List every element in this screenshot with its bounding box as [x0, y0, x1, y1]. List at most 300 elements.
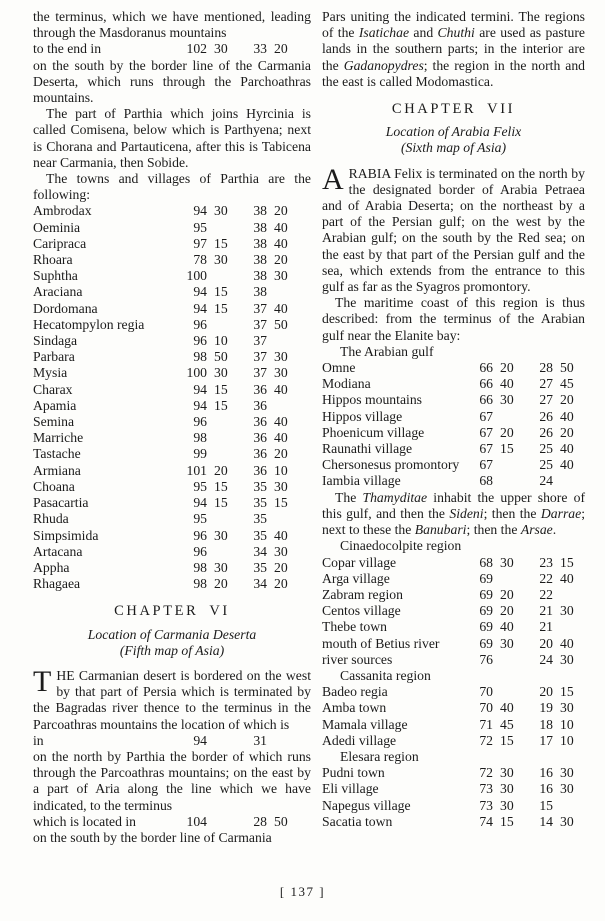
coord-value: 20: [539, 684, 553, 700]
coord-value: 18: [539, 716, 553, 732]
coord-value: 37: [253, 333, 267, 349]
place-row: [322, 555, 585, 571]
coord-value: 15: [500, 813, 514, 829]
coord-value: 40: [560, 457, 574, 473]
coord-value: 36: [253, 446, 267, 462]
coordinates: [177, 814, 294, 830]
coord-value: 50: [274, 813, 288, 829]
place-row: [322, 717, 585, 733]
coord-value: 40: [274, 381, 288, 397]
place-name: Raunathi village: [322, 441, 413, 457]
coord-value: [207, 414, 234, 430]
chapter-vi-subtitle: Location of Carmania Deserta: [87, 626, 257, 642]
italic-term: Isatichae: [358, 25, 410, 41]
coord-value: 22: [539, 570, 553, 586]
place-row: [33, 333, 311, 349]
coord-value: 94: [193, 732, 207, 748]
coord-value: 50: [214, 349, 228, 365]
coord-value: 100: [186, 365, 207, 381]
coord-value: 37: [253, 300, 267, 316]
coord-value: 40: [274, 235, 288, 251]
place-name: mouth of Betius river: [322, 635, 440, 651]
italic-term: Chuthi: [437, 25, 475, 41]
text-segment: The: [335, 489, 363, 505]
coord-value: [493, 457, 520, 473]
coordinates: [463, 700, 580, 716]
coordinates: [177, 398, 294, 414]
paragraph-terminus: the terminus, which we have mentioned, leading through the Masdoranus mountains: [33, 9, 311, 41]
coord-value: [207, 446, 234, 462]
coord-value: 15: [214, 381, 228, 397]
coord-value: 94: [193, 203, 207, 219]
coord-value: 45: [500, 716, 514, 732]
coord-value: 99: [193, 446, 207, 462]
place-row: [322, 798, 585, 814]
coordinates: [177, 236, 294, 252]
coord-value: 33: [253, 41, 267, 57]
coord-value: 95: [193, 478, 207, 494]
place-name: Chersonesus promontory: [322, 457, 460, 473]
coord-value: 15: [214, 235, 228, 251]
text-segment: .: [552, 522, 557, 538]
coordinate-line: [33, 733, 311, 749]
paragraph-parthia-districts: The part of Parthia which joins Hyrcinia is called Comisena, below which is Parthyena; next is Chorana and Partauticena, after this is Tabicena near Carmania, then Sobide.: [33, 106, 311, 170]
coord-value: 20: [274, 446, 288, 462]
coord-value: 36: [253, 430, 267, 446]
elesara-table: [322, 765, 585, 830]
coord-value: 27: [539, 392, 553, 408]
coord-value: 94: [193, 495, 207, 511]
coordinates: [177, 349, 294, 365]
parthia-towns-table: [33, 203, 311, 592]
coordinates: [177, 544, 294, 560]
place-row: [33, 560, 311, 576]
text-segment: ; then the: [483, 505, 541, 521]
coord-value: 30: [274, 349, 288, 365]
coord-value: 40: [500, 700, 514, 716]
coord-value: 30: [214, 41, 228, 57]
place-row: [33, 284, 311, 300]
coord-value: 20: [274, 559, 288, 575]
coord-value: 15: [214, 284, 228, 300]
coordinates: [463, 457, 580, 473]
coord-value: [267, 398, 294, 414]
paragraph-maritime-coast: The maritime coast of this region is thus described: from the terminus of the Arabian gulf near the Elanite bay:: [322, 295, 585, 343]
coord-value: 20: [500, 586, 514, 602]
coord-value: 28: [253, 813, 267, 829]
place-row: [33, 398, 311, 414]
chapter-vi-subtitle-block: [33, 627, 311, 659]
coord-value: 30: [500, 797, 514, 813]
coord-value: [493, 473, 520, 489]
coord-value: 45: [560, 376, 574, 392]
place-name: Zabram region: [322, 586, 403, 602]
coord-value: 25: [539, 457, 553, 473]
coord-value: 15: [214, 397, 228, 413]
coordinates: [177, 430, 294, 446]
place-name: Parbara: [33, 349, 75, 365]
place-name: Copar village: [322, 554, 397, 570]
coord-value: 38: [253, 252, 267, 268]
coord-value: 20: [539, 635, 553, 651]
coordinates: [463, 684, 580, 700]
coordinates: [177, 576, 294, 592]
chapter-vii-heading: CHAPTER VII: [391, 101, 516, 118]
text-segment: HE Carmanian desert is bordered on the west by that part of Persia which is terminated by the Bagradas river thence to the terminus in the Parcoathras mountains the location of which is: [33, 667, 311, 732]
place-name: river sources: [322, 651, 393, 667]
text-segment: ; next to these the: [322, 505, 586, 538]
coord-value: 40: [500, 619, 514, 635]
coord-value: 96: [193, 316, 207, 332]
coord-value: 30: [500, 635, 514, 651]
left-column: [33, 9, 311, 846]
paragraph-carmanian-desert: [33, 664, 311, 733]
coord-value: 102: [186, 41, 207, 57]
coord-value: 26: [539, 408, 553, 424]
coord-value: 15: [214, 300, 228, 316]
place-row: [322, 473, 585, 489]
paragraph-south-border: on the south by the border line of the Carmania Deserta, which runs through the Parchoathras mountains.: [33, 57, 311, 106]
coord-value: 40: [560, 570, 574, 586]
place-name: Simpsimida: [33, 527, 99, 543]
place-row: [33, 430, 311, 446]
coord-value: 71: [479, 716, 493, 732]
coord-value: 21: [539, 603, 553, 619]
coordinates: [177, 365, 294, 381]
coordinates: [177, 495, 294, 511]
coord-value: 10: [214, 333, 228, 349]
coord-value: [493, 684, 520, 700]
italic-term: Thamyditae: [362, 489, 428, 505]
coord-value: [553, 798, 580, 814]
coord-value: 40: [274, 430, 288, 446]
coordinates: [463, 425, 580, 441]
paragraph-pars-regions: [322, 9, 585, 90]
coord-value: 15: [274, 495, 288, 511]
place-row: [322, 652, 585, 668]
coord-value: 98: [193, 576, 207, 592]
coord-value: 37: [253, 349, 267, 365]
place-row: [33, 576, 311, 592]
place-row: [322, 700, 585, 716]
coord-value: [207, 220, 234, 236]
coord-value: 35: [253, 478, 267, 494]
coord-value: 20: [560, 424, 574, 440]
place-row: [322, 684, 585, 700]
coord-value: 16: [539, 781, 553, 797]
coord-value: 20: [214, 462, 228, 478]
coord-value: 40: [274, 527, 288, 543]
coord-value: 30: [560, 765, 574, 781]
place-name: Caripraca: [33, 235, 87, 251]
chapter-vii-subtitle: Location of Arabia Felix: [385, 124, 522, 140]
coord-value: 69: [479, 570, 493, 586]
coordinates: [177, 220, 294, 236]
coordinates: [463, 636, 580, 652]
coord-value: [553, 619, 580, 635]
italic-term: Gadanopydres: [343, 57, 424, 73]
coord-value: 68: [479, 554, 493, 570]
place-name: Pasacartia: [33, 495, 89, 511]
coord-value: [207, 268, 234, 284]
coord-value: 35: [253, 559, 267, 575]
coord-value: [267, 511, 294, 527]
coordinates: [463, 555, 580, 571]
coord-value: 27: [539, 376, 553, 392]
chapter-vi-map-note: (Fifth map of Asia): [119, 642, 225, 658]
place-row: [322, 603, 585, 619]
coord-value: 10: [560, 732, 574, 748]
coord-value: 78: [193, 252, 207, 268]
coord-value: 40: [274, 414, 288, 430]
coord-value: 15: [214, 478, 228, 494]
place-row: [33, 349, 311, 365]
coord-value: 30: [500, 554, 514, 570]
coord-value: 69: [479, 586, 493, 602]
place-row: [33, 220, 311, 236]
coordinate-line: [33, 41, 311, 57]
coord-value: 36: [253, 397, 267, 413]
place-row: [322, 392, 585, 408]
chapter-vii-map-note: (Sixth map of Asia): [400, 140, 507, 156]
coord-value: 30: [214, 252, 228, 268]
subhead-cassanita: Cassanita region: [340, 667, 431, 683]
place-name: Pudni town: [322, 765, 385, 781]
drop-cap: A: [322, 162, 344, 196]
coord-value: 15: [500, 441, 514, 457]
place-name: Hippos village: [322, 408, 403, 424]
coordinate-line-text: in: [33, 732, 44, 748]
coordinates: [463, 733, 580, 749]
cassanita-table: [322, 684, 585, 749]
place-row: [322, 425, 585, 441]
coord-value: 20: [560, 392, 574, 408]
place-row: [33, 463, 311, 479]
place-name: Badeo regia: [322, 684, 388, 700]
place-row: [33, 479, 311, 495]
place-name: Appha: [33, 559, 70, 575]
coordinates: [177, 511, 294, 527]
coord-value: 20: [274, 252, 288, 268]
coordinates: [463, 409, 580, 425]
place-row: [322, 441, 585, 457]
place-name: Suphtha: [33, 268, 78, 284]
place-name: Tastache: [33, 446, 81, 462]
coord-value: 20: [500, 603, 514, 619]
coord-value: 67: [479, 408, 493, 424]
place-row: [322, 814, 585, 830]
coord-value: 97: [193, 235, 207, 251]
coord-value: 20: [274, 41, 288, 57]
coordinates: [177, 41, 294, 57]
coordinates: [463, 571, 580, 587]
coordinates: [463, 652, 580, 668]
coord-value: 15: [539, 797, 553, 813]
paragraph-north-border: on the north by Parthia the border of which runs through the Parcoathras mountains; on the east by a part of Aria along the line which we have indicated, to the terminus: [33, 748, 311, 813]
coordinates: [463, 798, 580, 814]
coordinates: [463, 473, 580, 489]
drop-cap: T: [33, 664, 52, 698]
place-name: Charax: [33, 381, 73, 397]
place-row: [322, 360, 585, 376]
coord-value: 73: [479, 797, 493, 813]
place-row: [322, 376, 585, 392]
coord-value: 68: [479, 473, 493, 489]
coordinates: [177, 252, 294, 268]
place-name: Sacatia town: [322, 813, 393, 829]
coord-value: 96: [193, 527, 207, 543]
place-row: [322, 636, 585, 652]
coord-value: 16: [539, 765, 553, 781]
paragraph-arabia-felix: [322, 162, 585, 296]
text-segment: inhabit the upper shore of this gulf, and then the: [322, 489, 585, 521]
coordinates: [463, 392, 580, 408]
coord-value: 98: [193, 349, 207, 365]
coord-value: 38: [253, 284, 267, 300]
place-name: Apamia: [33, 397, 77, 413]
text-segment: ; then the: [466, 522, 521, 538]
text-segment: ; the region in the north and the east is called Modomastica.: [322, 57, 586, 89]
coordinates: [177, 301, 294, 317]
coord-value: 15: [560, 554, 574, 570]
coordinates: [463, 603, 580, 619]
coord-value: 70: [479, 684, 493, 700]
place-row: [33, 236, 311, 252]
coordinate-line-text: to the end in: [33, 41, 102, 57]
coord-value: 96: [193, 414, 207, 430]
coord-value: 98: [193, 559, 207, 575]
coord-value: 30: [274, 543, 288, 559]
coord-value: 69: [479, 619, 493, 635]
coord-value: 34: [253, 576, 267, 592]
coord-value: 20: [214, 576, 228, 592]
coord-value: 67: [479, 457, 493, 473]
coord-value: 36: [253, 381, 267, 397]
place-row: [33, 301, 311, 317]
coord-value: 19: [539, 700, 553, 716]
coord-value: 30: [274, 268, 288, 284]
coord-value: 96: [193, 543, 207, 559]
coord-value: 38: [253, 268, 267, 284]
coordinates: [177, 317, 294, 333]
arabian-gulf-table: [322, 360, 585, 490]
text-segment: and: [409, 25, 438, 41]
coordinates: [463, 781, 580, 797]
coord-value: 20: [500, 360, 514, 376]
place-name: Rhagaea: [33, 576, 81, 592]
coord-value: 94: [193, 284, 207, 300]
coordinates: [463, 814, 580, 830]
place-name: Hippos mountains: [322, 392, 422, 408]
coordinates: [177, 268, 294, 284]
coord-value: 38: [253, 219, 267, 235]
coord-value: [207, 733, 234, 749]
place-name: Ambrodax: [33, 203, 92, 219]
coord-value: 36: [253, 462, 267, 478]
coord-value: 10: [560, 716, 574, 732]
coord-value: 66: [479, 360, 493, 376]
coord-value: 24: [539, 651, 553, 667]
coord-value: 35: [253, 511, 267, 527]
coord-value: 30: [214, 203, 228, 219]
coord-value: 31: [253, 732, 267, 748]
place-row: [33, 317, 311, 333]
coord-value: 40: [560, 441, 574, 457]
coord-value: 38: [253, 203, 267, 219]
place-row: [33, 203, 311, 219]
coord-value: 94: [193, 300, 207, 316]
coord-value: 40: [500, 376, 514, 392]
place-row: [33, 511, 311, 527]
place-row: [322, 619, 585, 635]
coord-value: [207, 814, 234, 830]
place-name: Omne: [322, 360, 356, 376]
coord-value: 66: [479, 376, 493, 392]
place-name: Semina: [33, 414, 75, 430]
coord-value: 30: [214, 527, 228, 543]
subhead-elesara: Elesara region: [340, 748, 419, 764]
coordinates: [463, 717, 580, 733]
coord-value: 98: [193, 430, 207, 446]
coord-value: 30: [500, 781, 514, 797]
coord-value: 21: [539, 619, 553, 635]
right-column: [322, 9, 585, 830]
place-name: Rhuda: [33, 511, 69, 527]
coord-value: 95: [193, 219, 207, 235]
place-name: Centos village: [322, 603, 401, 619]
coord-value: 30: [560, 700, 574, 716]
coord-value: 37: [253, 365, 267, 381]
coord-value: 30: [274, 365, 288, 381]
place-row: [33, 382, 311, 398]
place-row: [322, 765, 585, 781]
coordinates: [463, 360, 580, 376]
coord-value: 50: [560, 360, 574, 376]
text-segment: are used as pasture lands in the southern parts; in the interior are the: [322, 25, 586, 73]
place-name: Hecatompylon regia: [33, 316, 145, 332]
text-segment: Pars uniting the indicated termini. The regions of the: [322, 9, 585, 41]
coord-value: [493, 571, 520, 587]
subhead-cinaedocolpite: Cinaedocolpite region: [340, 538, 462, 554]
coordinates: [463, 619, 580, 635]
coord-value: 30: [560, 813, 574, 829]
coord-value: [553, 587, 580, 603]
place-row: [33, 446, 311, 462]
place-name: Phoenicum village: [322, 424, 425, 440]
place-row: [322, 781, 585, 797]
coordinates: [177, 463, 294, 479]
page-number: [ 137 ]: [279, 884, 326, 899]
coord-value: 35: [253, 527, 267, 543]
coordinates: [177, 414, 294, 430]
coord-value: 72: [479, 732, 493, 748]
place-row: [322, 587, 585, 603]
place-name: Thebe town: [322, 619, 387, 635]
paragraph-towns-intro: The towns and villages of Parthia are the following:: [33, 171, 311, 203]
coord-value: 17: [539, 732, 553, 748]
coord-value: 101: [186, 462, 207, 478]
coord-value: 34: [253, 543, 267, 559]
coord-value: 15: [560, 684, 574, 700]
coordinate-line: [33, 814, 311, 830]
coord-value: 50: [274, 316, 288, 332]
coord-value: [207, 544, 234, 560]
place-name: Eli village: [322, 781, 379, 797]
coord-value: 67: [479, 441, 493, 457]
coord-value: 76: [479, 651, 493, 667]
coordinate-line-text: which is located in: [33, 813, 137, 829]
place-row: [322, 733, 585, 749]
